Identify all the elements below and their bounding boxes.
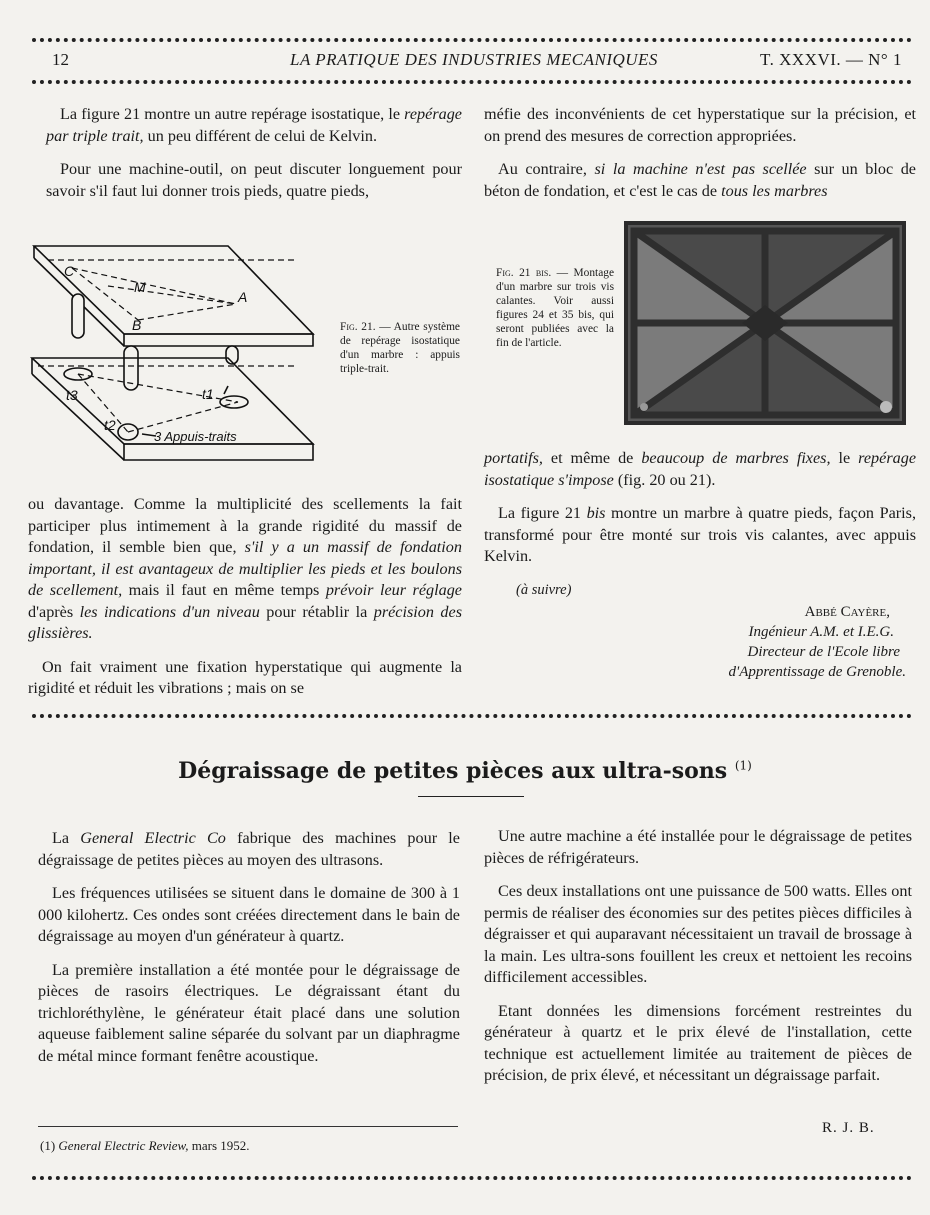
footnote-rule xyxy=(38,1126,458,1127)
footnote: (1) General Electric Review, mars 1952. xyxy=(40,1138,250,1153)
paragraph: La première installation a été montée pour le dégraissage de pièces de rasoirs électriques. Le dégraissant étant du trichloréthylène, le générateur était placé dans une solution aqueuse faiblement saline séparée du solvant par un diaphragme de métal mince formant fenêtre acoustique. xyxy=(38,960,460,1065)
title-footnote-mark: (1) xyxy=(734,758,752,773)
volume-issue: T. XXXVI. — N° 1 xyxy=(760,50,902,69)
article2-title: Dégraissage de petites pièces aux ultra-sons $^{(1)}$ xyxy=(178,758,752,784)
to-be-continued: (à suivre) xyxy=(516,581,572,598)
fig-label-t3: t3 xyxy=(66,387,78,403)
top-dotted-rule xyxy=(32,38,912,42)
paragraph: On fait vraiment une fixation hyperstatique qui augmente la rigidité et réduit les vibrations ; mais on se xyxy=(28,657,462,697)
fig-label-t1: t1 xyxy=(202,386,214,402)
paragraph: La figure 21 bis montre un marbre à quatre pieds, façon Paris, transformé pour être monté sur trois vis calantes, avec appuis Kelvin. xyxy=(484,504,916,565)
fig-label-appuis: 3 Appuis-traits xyxy=(154,429,237,444)
paragraph: Au contraire, si la machine n'est pas scellée sur un bloc de béton de fondation, et c'est le cas de tous les marbres xyxy=(484,160,916,200)
paragraph: La figure 21 montre un autre repérage isostatique, le repérage par triple trait, un peu différent de celui de Kelvin. xyxy=(46,105,462,145)
author-name: Abbé Cayère, xyxy=(804,604,890,620)
article2-left-column xyxy=(38,828,460,1079)
paragraph: La General Electric Co fabrique des machines pour le dégraissage de petites pièces au moyen des ultrasons. xyxy=(38,829,460,869)
paragraph: portatifs, et même de beaucoup de marbres fixes, le repérage isostatique s'impose (fig. 20 ou 21). xyxy=(484,449,917,489)
fig-label-c: C xyxy=(64,263,75,279)
paragraph: Une autre machine a été installée pour le dégraissage de petites pièces de réfrigérateurs. xyxy=(484,827,912,867)
article1-right-upper xyxy=(484,104,916,214)
article1-left-lower xyxy=(28,494,462,712)
paragraph: Les fréquences utilisées se situent dans le domaine de 300 à 1 000 kilohertz. Ces ondes sont créées directement dans le bain de dégraissage au moyen d'un générateur à quartz. xyxy=(38,884,460,945)
author-signature xyxy=(600,602,906,682)
article2-initials: R. J. B. xyxy=(822,1120,875,1136)
paragraph: Etant données les dimensions forcément restreintes du générateur à quartz et le prix élevé de l'installation, cette technique est actuellement limitée au traitement de pièces de précision, de prix élevé, et nécessitant un dégraissage parfait. xyxy=(484,1001,912,1084)
bottom-dotted-rule xyxy=(32,1176,912,1180)
figure-21bis-photo xyxy=(624,221,906,425)
running-header xyxy=(32,46,912,74)
figure-21-caption: Fig. 21. — Autre système de repérage isostatique d'un marbre : appuis triple-trait. xyxy=(340,321,460,375)
header-dotted-rule xyxy=(32,80,912,84)
figure-21bis-caption: Fig. 21 bis. — Montage d'un marbre sur trois vis calantes. Voir aussi figures 24 et 35 bis, qui seront publiées avec la fin de l'article. xyxy=(496,267,614,349)
section-dotted-rule xyxy=(32,714,912,718)
author-school: d'Apprentissage de Grenoble. xyxy=(728,664,906,680)
article2-right-column xyxy=(484,826,912,1099)
paragraph: ou davantage. Comme la multiplicité des scellements la fait participer plus intimement à la grande rigidité du massif de fondation, il semble bien que, s'il y a un massif de fondation important, il est avantageux de multiplier les pieds et les boulons de scellement, mais il faut en même temps prévoir leur réglage d'après les indications d'un niveau pour rétablir la précision des glissières. xyxy=(28,495,462,642)
paragraph: méfie des inconvénients de cet hyperstatique sur la précision, et on prend des mesures de correction appropriées. xyxy=(484,105,916,145)
fig-label-m: M xyxy=(134,279,146,295)
author-role: Directeur de l'Ecole libre xyxy=(747,644,900,660)
paragraph: Pour une machine-outil, on peut discuter longuement pour savoir s'il faut lui donner trois pieds, quatre pieds, xyxy=(46,160,462,200)
journal-title: LA PRATIQUE DES INDUSTRIES MECANIQUES xyxy=(290,50,658,69)
article1-right-lower xyxy=(484,448,916,613)
fig-label-a: A xyxy=(238,289,248,305)
paragraph: Ces deux installations ont une puissance de 500 watts. Elles ont permis de réaliser des économies sur des petites pièces difficiles à dégraisser et qui auparavant nécessitaient un travail de brossage à la main. Les ultra-sons fouillent les creux et nettoient les recoins difficilement accessibles. xyxy=(484,882,912,986)
article1-left-upper xyxy=(46,104,462,214)
figure-21-diagram xyxy=(28,236,328,476)
fig-label-t2: t2 xyxy=(104,417,116,433)
title-underline xyxy=(418,796,524,797)
author-title: Ingénieur A.M. et I.E.G. xyxy=(748,624,894,640)
page-number: 12 xyxy=(52,50,69,69)
fig-label-b: B xyxy=(132,317,142,333)
